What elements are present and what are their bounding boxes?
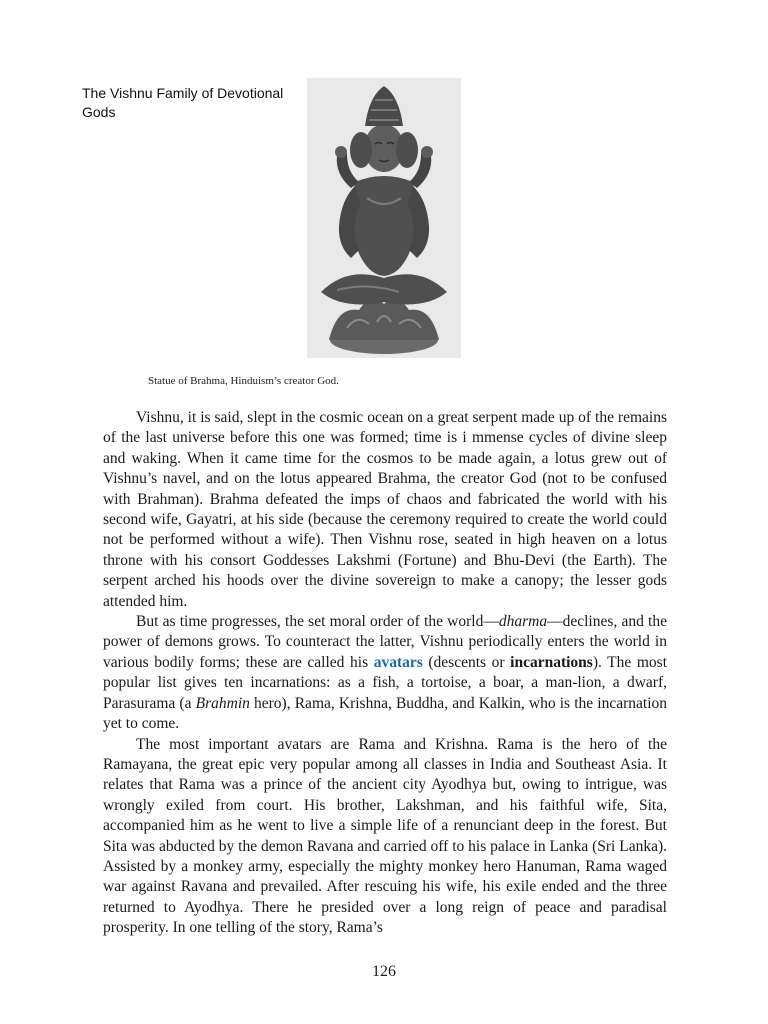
paragraph: The most important avatars are Rama and Krishna. Rama is the hero of the Ramayana, the great epic very popular among all classes in India and Southeast Asia. It relates that Rama was a prince of the ancient city Ayodhya but, owing to intrigue, was wrongly exiled from court. His brother, Lakshman, and his faithful wife, Sita, accompanied him as he went to live a simple life of a renunciant deep in the forest. But Sita was abducted by the demon Ravana and carried off to his palace in Lanka (Sri Lanka). Assisted by a monkey army, especially the mighty monkey hero Hanuman, Rama waged war against Ravana and prevailed. After rescuing his wife, his exile ended and the three returned to Ayodhya. There he presided over a long reign of peace and paradisal prosperity. In one telling of the story, Rama’s xyxy=(103,735,667,937)
paragraph: Vishnu, it is said, slept in the cosmic ocean on a great serpent made up of the remains of the last universe before this one was formed; time is i mmense cycles of divine sleep and waking. When it came time for the cosmos to be made again, a lotus grew out of Vishnu’s navel, and on the lotus appeared Brahma, the creator God (not to be confused with Brahman). Brahma defeated the imps of chaos and fabricated the world with his second wife, Gayatri, at his side (because the ceremony required to create the world could not be performed without a wife). Then Vishnu rose, seated in high heaven on a lotus throne with his consort Goddesses Lakshmi (Fortune) and Bhu-Devi (the Earth). The serpent arched his hoods over the divine sovereign to make a canopy; the lesser gods attended him. xyxy=(103,409,667,610)
text-run: (descents or xyxy=(422,653,511,671)
page-number: 126 xyxy=(372,963,396,980)
body-text xyxy=(103,408,667,939)
term-incarnations: incarnations xyxy=(510,653,593,671)
term-brahmin: Brahmin xyxy=(195,694,250,712)
sidebar-title: The Vishnu Family of Devotional Gods xyxy=(82,85,284,120)
text-run: hero), Rama, Krishna, Buddha, and Kalkin, who is the incarnation yet to come. xyxy=(103,694,668,733)
text-run: ). The most popular list gives ten incarnations: as a fish, a tortoise, a boar, a man-lion, a dwarf, Parasurama (a xyxy=(103,653,668,712)
brahma-statue-photo xyxy=(307,78,461,358)
text-run: But as time progresses, the set moral order of the world— xyxy=(136,613,499,631)
text-run: —declines, and the power of demons grows. To counteract the latter, Vishnu periodically enters the world in various bodily forms; these are called his xyxy=(103,613,667,671)
figure-caption: Statue of Brahma, Hinduism’s creator God. xyxy=(148,375,339,387)
paragraph xyxy=(103,612,667,734)
term-dharma: dharma xyxy=(498,613,548,631)
term-avatars: avatars xyxy=(373,653,423,671)
